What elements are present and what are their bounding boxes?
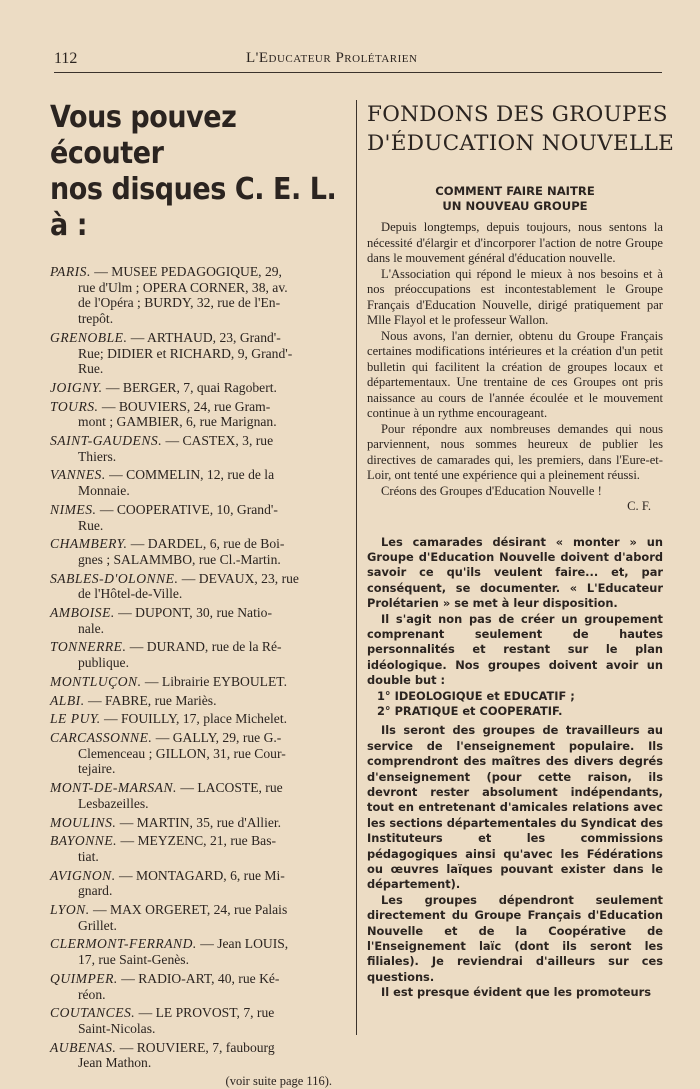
address-first-line: [50, 433, 346, 449]
bold-paragraph: Il s'agit non pas de créer un groupement comprenant seulement de hautes personnalités et restant sur le plan idéologique. Nos groupes doivent avoir un double but :: [367, 611, 663, 688]
address-entry: [50, 536, 346, 567]
address-first-line: [50, 780, 346, 796]
paragraph: Pour répondre aux nombreuses demandes qui nous parviennent, nous sommes heureux de publier les directives de camarades qui, les premiers, dans l'Eure-et-Loir, ont tenté une expérience qui a pleinement réussi.: [367, 421, 663, 482]
address-text: — COMMELIN, 12, rue de la: [105, 467, 275, 483]
page-number: 112: [54, 50, 78, 67]
journal-title: L'Educateur Prolétarien: [246, 50, 418, 66]
signature: C. F.: [627, 499, 651, 513]
address-text: — FOUILLY, 17, place Michelet.: [100, 711, 287, 727]
address-entry: [50, 1005, 346, 1036]
page-header: [54, 50, 662, 70]
address-text: — ARTHAUD, 23, Grand'-: [127, 329, 281, 345]
city-name: BAYONNE.: [50, 833, 118, 849]
left-title-line: nos disques C. E. L. à :: [50, 172, 337, 243]
subhead-line: UN NOUVEAU GROUPE: [442, 199, 588, 213]
address-text: — DARDEL, 6, rue de Boi-: [127, 536, 285, 552]
city-name: AUBENAS.: [50, 1039, 117, 1055]
column-divider: [356, 100, 357, 1035]
address-line: nale.: [78, 620, 105, 636]
city-name: AMBOISE.: [50, 605, 115, 621]
city-name: QUIMPER.: [50, 970, 118, 986]
city-name: LYON.: [50, 902, 90, 918]
address-line: Rue.: [78, 517, 104, 533]
address-first-line: [50, 1005, 346, 1021]
address-line: Thiers.: [78, 448, 117, 464]
address-first-line: [50, 693, 346, 709]
city-name: TOURS.: [50, 398, 99, 414]
address-first-line: [50, 833, 346, 849]
address-line: Monnaie.: [78, 483, 130, 499]
city-name: CARCASSONNE.: [50, 729, 153, 745]
address-line: tejaire.: [78, 761, 116, 777]
city-name: LE PUY.: [50, 711, 101, 727]
address-text: — MUSEE PEDAGOGIQUE, 29,: [90, 264, 282, 279]
address-entry: [50, 571, 346, 602]
address-line: Clemenceau ; GILLON, 31, rue Cour-: [78, 745, 286, 761]
list-item: 1° IDEOLOGIQUE et EDUCATIF ;: [377, 688, 575, 703]
address-entry: [50, 639, 346, 670]
city-name: VANNES.: [50, 467, 106, 483]
address-first-line: [50, 502, 346, 518]
address-entry: [50, 693, 346, 709]
address-line: Rue.: [78, 361, 104, 377]
right-title-line: FONDONS DES GROUPES: [367, 102, 668, 127]
address-entry: [50, 433, 346, 464]
section-subhead: [367, 184, 663, 214]
address-text: — Librairie EYBOULET.: [141, 673, 287, 689]
address-text: — FABRE, rue Mariès.: [84, 692, 217, 708]
address-entry: [50, 1040, 346, 1071]
right-title-line: D'ÉDUCATION NOUVELLE: [367, 131, 675, 156]
left-column: [50, 100, 346, 1089]
address-first-line: [50, 605, 346, 621]
address-entry: [50, 902, 346, 933]
city-name: ALBI.: [50, 692, 85, 708]
address-first-line: [50, 674, 346, 690]
address-text: — RADIO-ART, 40, rue Ké-: [117, 970, 280, 986]
city-name: CLERMONT-FERRAND.: [50, 936, 197, 952]
address-entry: [50, 380, 346, 396]
city-name: PARIS.: [50, 264, 91, 279]
address-line: Lesbazeilles.: [78, 795, 149, 811]
city-name: COUTANCES.: [50, 1005, 136, 1021]
address-first-line: [50, 264, 346, 280]
city-name: CHAMBERY.: [50, 536, 128, 552]
left-title: [50, 100, 347, 244]
address-text: — MARTIN, 35, rue d'Allier.: [116, 814, 282, 830]
address-entry: [50, 936, 346, 967]
address-line: réon.: [78, 986, 106, 1002]
address-first-line: [50, 536, 346, 552]
address-text: — MAX ORGERET, 24, rue Palais: [89, 902, 288, 918]
address-first-line: [50, 815, 346, 831]
address-first-line: [50, 380, 346, 396]
address-entry: [50, 971, 346, 1002]
address-text: — DUPONT, 30, rue Natio-: [114, 605, 272, 621]
address-first-line: [50, 467, 346, 483]
list-item: 2° PRATIQUE et COOPERATIF.: [377, 703, 563, 718]
address-text: — LACOSTE, rue: [176, 780, 283, 796]
address-line: publique.: [78, 655, 129, 671]
address-line: mont ; GAMBIER, 6, rue Marignan.: [78, 414, 277, 430]
address-line: Rue; DIDIER et RICHARD, 9, Grand'-: [78, 345, 293, 361]
address-entry: [50, 605, 346, 636]
address-entry: [50, 780, 346, 811]
address-text: — Jean LOUIS,: [196, 936, 289, 952]
city-name: MONTLUÇON.: [50, 673, 142, 689]
address-line: de l'Opéra ; BURDY, 32, rue de l'En-: [78, 295, 281, 311]
address-text: — CASTEX, 3, rue: [162, 433, 274, 449]
address-entry: [50, 833, 346, 864]
address-entry: [50, 467, 346, 498]
address-line: trepôt.: [78, 311, 114, 327]
city-name: AVIGNON.: [50, 867, 116, 883]
bold-paragraph: Les groupes dépendront seulement directement du Groupe Français d'Education Nouvelle et de la Coopérative de l'Enseignement laïc (dont ils seront les filiales). Je reviendrai d'ailleurs sur ces questions.: [367, 892, 663, 984]
address-first-line: [50, 936, 346, 952]
paragraph: Depuis longtemps, depuis toujours, nous sentons la nécessité d'élargir et d'incorporer l'action de notre Groupe dans le mouvement général d'éducation nouvelle.: [367, 220, 663, 265]
city-name: SAINT-GAUDENS.: [50, 433, 163, 449]
address-line: tiat.: [78, 848, 99, 864]
address-entry: [50, 815, 346, 831]
city-name: MOULINS.: [50, 814, 117, 830]
address-entry: [50, 502, 346, 533]
bold-paragraph: Il est presque évident que les promoteurs: [381, 985, 652, 1000]
address-text: — MONTAGARD, 6, rue Mi-: [115, 867, 285, 883]
address-line: Jean Mathon.: [78, 1055, 152, 1071]
city-name: NIMES.: [50, 501, 97, 517]
address-entry: [50, 399, 346, 430]
address-text: — DEVAUX, 23, rue: [178, 570, 299, 586]
paragraph: Nous avons, l'an dernier, obtenu du Groupe Français certaines modifications intérieures et la création d'un petit bulletin qui facilitent la création de groupes locaux et départementaux. Une trentaine de ces Groupes ont pris naissance au cours de l'année écoulée et le mouvement continue à un rythme encourageant.: [367, 328, 663, 420]
left-title-line: Vous pouvez écouter: [50, 100, 237, 171]
address-first-line: [50, 330, 346, 346]
address-entry: [50, 868, 346, 899]
city-name: TONNERRE.: [50, 639, 127, 655]
address-first-line: [50, 711, 346, 727]
address-entry: [50, 674, 346, 690]
address-first-line: [50, 902, 346, 918]
address-text: — MEYZENC, 21, rue Bas-: [117, 833, 277, 849]
address-entry: [50, 730, 346, 777]
header-rule: [54, 72, 662, 73]
address-first-line: [50, 730, 346, 746]
address-first-line: [50, 399, 346, 415]
continued-note: (voir suite page 116).: [225, 1074, 332, 1089]
paragraph: Créons des Groupes d'Education Nouvelle !: [381, 483, 602, 498]
address-first-line: [50, 639, 346, 655]
address-text: — BERGER, 7, quai Ragobert.: [102, 379, 277, 395]
address-entry: [50, 264, 346, 327]
address-text: — BOUVIERS, 24, rue Gram-: [98, 398, 271, 414]
address-entry: [50, 711, 346, 727]
address-first-line: [50, 1040, 346, 1056]
address-line: 17, rue Saint-Genès.: [78, 952, 189, 968]
city-name: SABLES-D'OLONNE.: [50, 570, 179, 586]
address-text: — DURAND, rue de la Ré-: [126, 639, 282, 655]
subhead-line: COMMENT FAIRE NAITRE: [435, 184, 595, 198]
address-text: — LE PROVOST, 7, rue: [135, 1005, 275, 1021]
city-name: GRENOBLE.: [50, 329, 128, 345]
address-list: [50, 264, 346, 1071]
address-line: de l'Hôtel-de-Ville.: [78, 586, 183, 602]
address-line: gnes ; SALAMMBO, rue Cl.-Martin.: [78, 551, 281, 567]
city-name: MONT-DE-MARSAN.: [50, 780, 177, 796]
paragraph: L'Association qui répond le mieux à nos besoins et à nos préoccupations est incontestablement le Groupe Français d'Education Nouvelle, dirigé pratiquement par Mlle Flayol et le professeur Wallon.: [367, 266, 663, 327]
bold-paragraph: Ils seront des groupes de travailleurs au service de l'enseignement populaire. Ils comprendront des maîtres des divers degrés d'enseignement (pour cette raison, ils devront rester absolument indépendants, tout en entretenant d'amicales relations avec les sections départementales du Syndicat des Instituteurs et les commissions pédagogiques ainsi qu'avec les Fédérations ou œuvres laïques pouvant exister dans le département).: [367, 723, 663, 892]
address-first-line: [50, 868, 346, 884]
address-first-line: [50, 571, 346, 587]
address-line: Grillet.: [78, 917, 117, 933]
address-text: — GALLY, 29, rue G.-: [152, 729, 282, 745]
right-column: [367, 100, 675, 1001]
address-entry: [50, 330, 346, 377]
address-text: — COOPERATIVE, 10, Grand'-: [96, 501, 278, 517]
address-line: rue d'Ulm ; OPERA CORNER, 38, av.: [78, 279, 288, 295]
right-title: [367, 100, 675, 158]
address-first-line: [50, 971, 346, 987]
city-name: JOIGNY.: [50, 379, 103, 395]
address-line: Saint-Nicolas.: [78, 1020, 156, 1036]
address-line: gnard.: [78, 883, 113, 899]
address-text: — ROUVIERE, 7, faubourg: [116, 1039, 275, 1055]
bold-paragraph: Les camarades désirant « monter » un Groupe d'Education Nouvelle doivent d'abord savoir ce qu'ils veulent faire... et, par conséquent, se documenter. « L'Educateur Prolétarien » se met à leur disposition.: [367, 534, 663, 611]
